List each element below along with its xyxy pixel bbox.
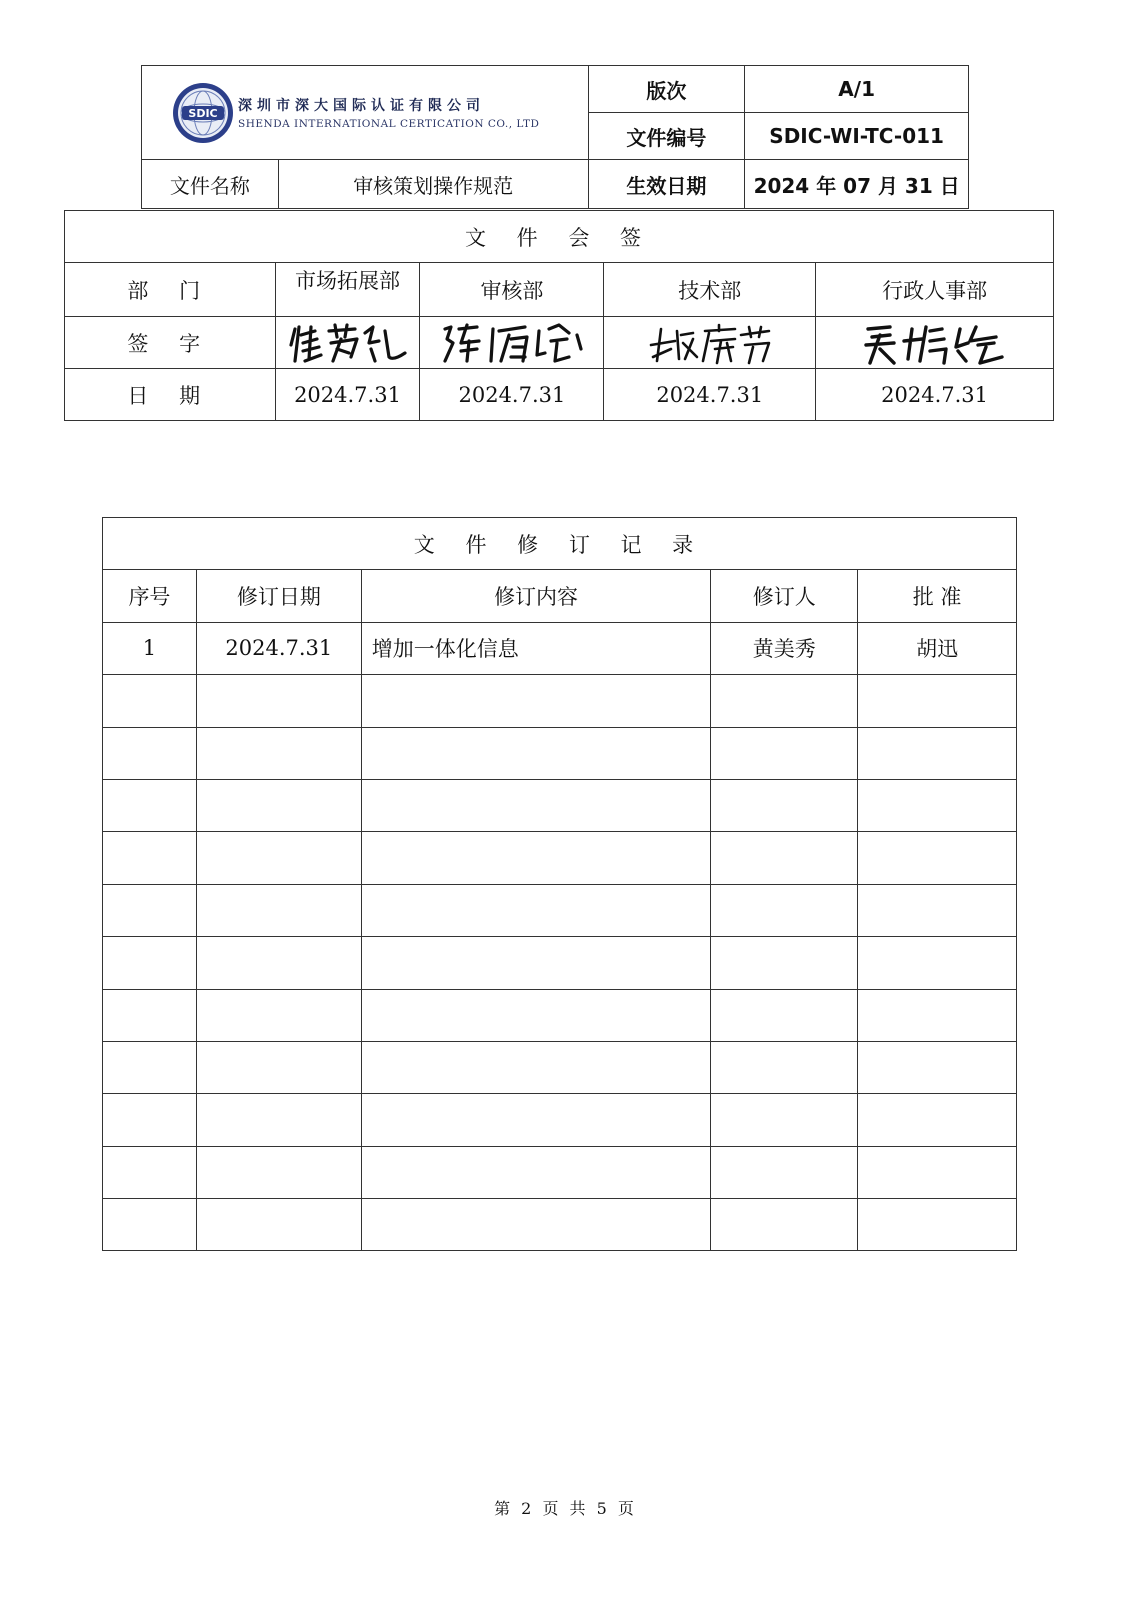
row-content: 增加一体化信息 [361, 622, 711, 674]
row-date [196, 989, 361, 1041]
company-seal-icon [172, 82, 234, 144]
table-row [103, 1041, 1017, 1093]
row-content [361, 779, 711, 831]
row-content [361, 1146, 711, 1198]
revision-title: 文 件 修 订 记 录 [103, 518, 1017, 570]
row-seq [103, 675, 197, 727]
handwritten-signature-4 [860, 321, 1010, 365]
row-approver [858, 779, 1017, 831]
row-content [361, 989, 711, 1041]
table-row [103, 727, 1017, 779]
row-seq [103, 1199, 197, 1251]
row-reviser [711, 1146, 858, 1198]
date-audit: 2024.7.31 [420, 369, 604, 421]
date-market: 2024.7.31 [275, 369, 420, 421]
dept-market: 市场拓展部 [275, 263, 420, 317]
sign-label: 签 字 [65, 317, 276, 369]
countersign-title: 文 件 会 签 [65, 211, 1054, 263]
row-reviser [711, 727, 858, 779]
row-seq [103, 779, 197, 831]
row-seq [103, 1041, 197, 1093]
row-date [196, 727, 361, 779]
row-date: 2024.7.31 [196, 622, 361, 674]
row-approver [858, 675, 1017, 727]
row-reviser [711, 884, 858, 936]
row-seq [103, 1094, 197, 1146]
handwritten-signature-1 [285, 321, 410, 365]
row-date [196, 1094, 361, 1146]
row-approver [858, 727, 1017, 779]
row-seq [103, 832, 197, 884]
effective-label: 生效日期 [588, 160, 745, 209]
row-reviser [711, 779, 858, 831]
version-value: A/1 [745, 66, 969, 113]
doc-name-label: 文件名称 [142, 160, 279, 209]
table-row [103, 1146, 1017, 1198]
row-approver [858, 937, 1017, 989]
signature-market [275, 317, 420, 369]
row-content [361, 937, 711, 989]
row-content [361, 1199, 711, 1251]
row-approver [858, 832, 1017, 884]
row-approver [858, 884, 1017, 936]
row-date [196, 884, 361, 936]
date-tech: 2024.7.31 [604, 369, 816, 421]
row-reviser: 黄美秀 [711, 622, 858, 674]
company-logo-cell [142, 66, 589, 160]
dept-tech: 技术部 [604, 263, 816, 317]
signature-tech [604, 317, 816, 369]
row-reviser [711, 1094, 858, 1146]
row-approver [858, 1094, 1017, 1146]
row-content [361, 1041, 711, 1093]
table-row [103, 1199, 1017, 1251]
row-date [196, 1199, 361, 1251]
row-content [361, 727, 711, 779]
table-row [103, 937, 1017, 989]
header-seq: 序号 [103, 570, 197, 622]
row-seq [103, 727, 197, 779]
row-approver [858, 1199, 1017, 1251]
svg-text:SDIC: SDIC [188, 106, 218, 120]
dept-admin: 行政人事部 [816, 263, 1054, 317]
row-reviser [711, 832, 858, 884]
document-header [141, 65, 969, 209]
handwritten-signature-2 [437, 321, 587, 365]
signature-admin [816, 317, 1054, 369]
row-reviser [711, 675, 858, 727]
row-date [196, 832, 361, 884]
row-seq [103, 937, 197, 989]
row-seq: 1 [103, 622, 197, 674]
row-date [196, 779, 361, 831]
row-content [361, 832, 711, 884]
row-reviser [711, 989, 858, 1041]
table-row [103, 884, 1017, 936]
row-reviser [711, 1041, 858, 1093]
table-row [103, 832, 1017, 884]
row-seq [103, 1146, 197, 1198]
date-admin: 2024.7.31 [816, 369, 1054, 421]
row-approver: 胡迅 [858, 622, 1017, 674]
row-date [196, 675, 361, 727]
row-approver [858, 989, 1017, 1041]
date-label: 日 期 [65, 369, 276, 421]
countersign-table [64, 210, 1054, 421]
row-content [361, 884, 711, 936]
dept-audit: 审核部 [420, 263, 604, 317]
dept-label: 部 门 [65, 263, 276, 317]
row-approver [858, 1146, 1017, 1198]
table-row [103, 622, 1017, 674]
page-footer: 第 2 页 共 5 页 [494, 1499, 637, 1518]
row-content [361, 675, 711, 727]
row-seq [103, 884, 197, 936]
table-row [103, 1094, 1017, 1146]
doc-no-value: SDIC-WI-TC-011 [745, 113, 969, 160]
version-label: 版次 [588, 66, 745, 113]
header-content: 修订内容 [361, 570, 711, 622]
table-row [103, 675, 1017, 727]
company-name-en: SHENDA INTERNATIONAL CERTICATION CO., LTD [238, 118, 540, 130]
row-date [196, 1146, 361, 1198]
header-date: 修订日期 [196, 570, 361, 622]
header-reviser: 修订人 [711, 570, 858, 622]
row-reviser [711, 937, 858, 989]
row-date [196, 937, 361, 989]
handwritten-signature-3 [645, 321, 775, 365]
header-approver: 批 准 [858, 570, 1017, 622]
row-reviser [711, 1199, 858, 1251]
doc-no-label: 文件编号 [588, 113, 745, 160]
signature-audit [420, 317, 604, 369]
revision-table [102, 517, 1017, 1251]
row-approver [858, 1041, 1017, 1093]
company-name-cn: 深圳市深大国际认证有限公司 [238, 98, 485, 114]
doc-name-value: 审核策划操作规范 [278, 160, 588, 209]
table-row [103, 779, 1017, 831]
effective-value: 2024 年 07 月 31 日 [745, 160, 969, 209]
row-date [196, 1041, 361, 1093]
table-row [103, 989, 1017, 1041]
row-seq [103, 989, 197, 1041]
row-content [361, 1094, 711, 1146]
